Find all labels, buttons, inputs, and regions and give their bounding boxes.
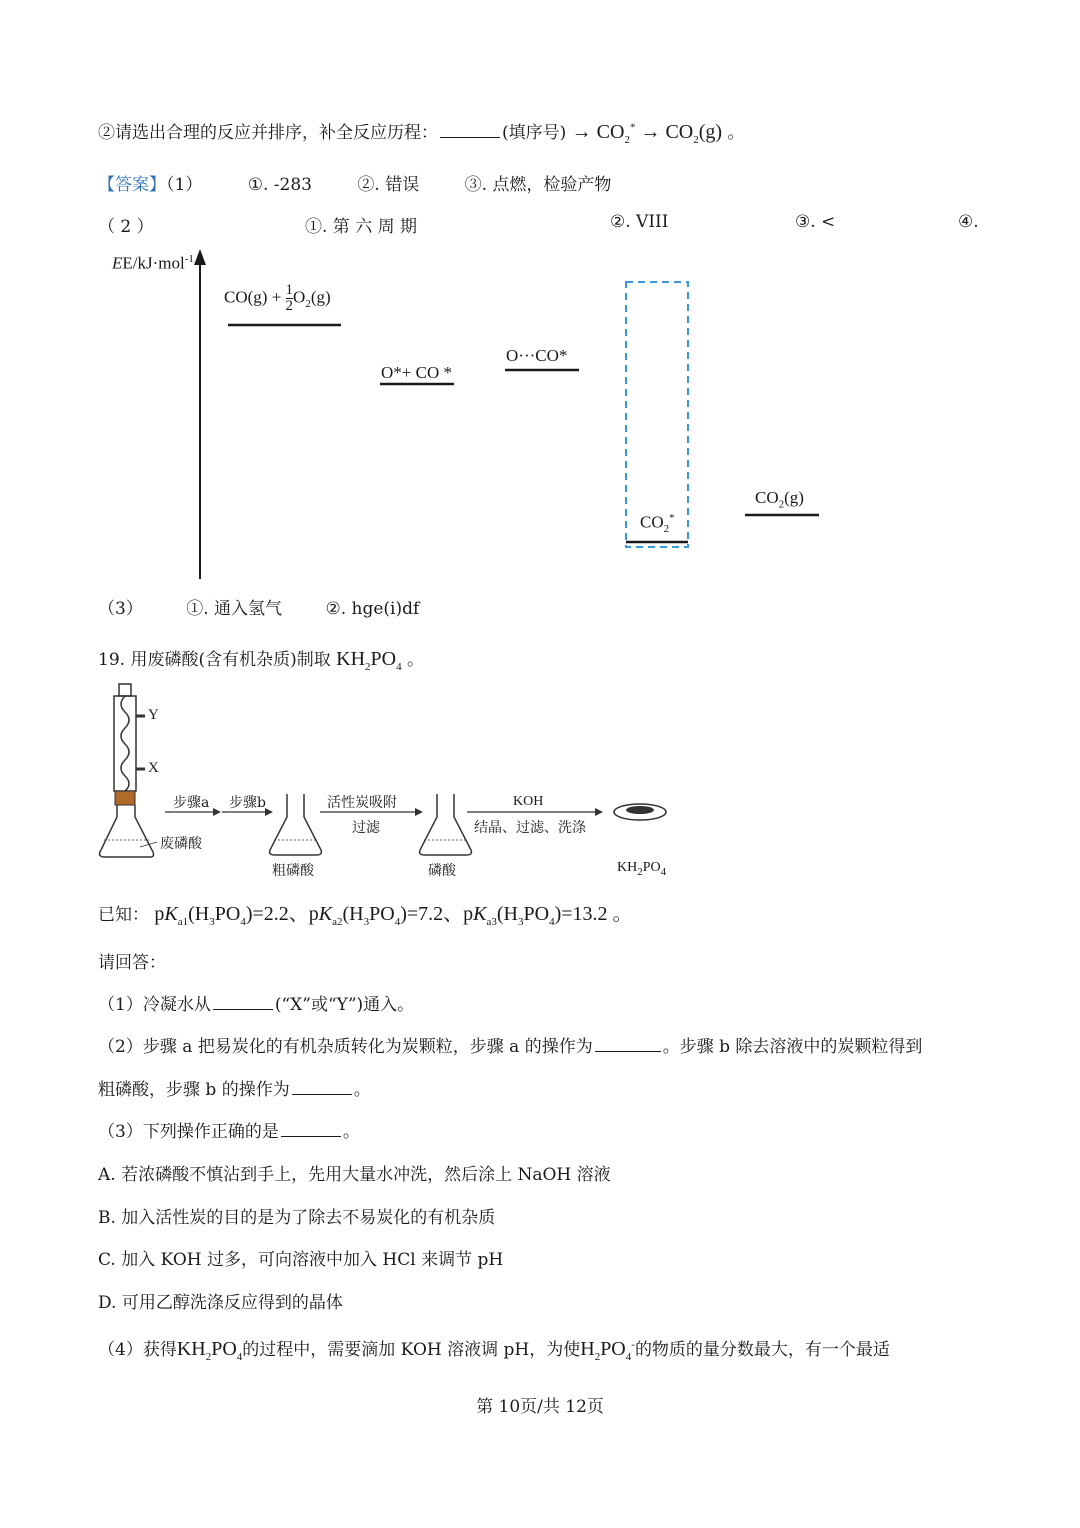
label-step-b: 步骤b [229,795,266,811]
label-flask-2: 粗磷酸 [272,863,314,879]
answer-2a: ①. 第 六 周 期 [305,217,418,237]
label-flask-1: 废磷酸 [160,836,202,852]
label-product: $KH_2PO_4$ [617,860,667,878]
condenser-coil [121,696,129,791]
label-step-d-top: KOH [513,794,544,809]
option-d: D. 可用乙醇洗涤反应得到的晶体 [98,1293,343,1313]
answer-line-1: 【答案】（1） ①. -283 ②. 错误 ③. 点燃，检验产物 [98,175,612,195]
sub-question-2: （2）步骤 a 把易炭化的有机杂质转化为炭颗粒，步骤 a 的操作为 。步骤 b 除去溶液中的炭颗粒得到 [98,1037,923,1057]
answer-2c: ③. < [795,212,836,232]
answer-2d: ④. [958,212,979,232]
flask-2 [270,794,322,855]
answer-line-3: （3） ①. 通入氢气 ②. hge(i)df [98,599,420,619]
label-co2-gas: $CO_2(g)$ [755,488,804,511]
dashed-box [626,282,688,547]
label-step-d-bottom: 结晶、过滤、洗涤 [474,820,586,836]
page-footer: 第 10页/共 12页 [476,1397,604,1417]
sub-question-3: （3）下列操作正确的是 。 [98,1122,360,1142]
please-answer: 请回答： [98,953,166,973]
label-adsorbed: O*+ CO * [381,363,452,382]
y-axis-label: EE/kJ·mol$^{-1}$ [112,253,194,273]
label-flask-3: 磷酸 [428,863,456,879]
flask-1 [100,805,154,857]
label-step-a: 步骤a [173,795,210,811]
flask-3 [420,794,472,855]
sub-question-1: （1）冷凝水从 (“X”或“Y”)通入。 [98,995,415,1015]
label-y: Y [148,707,159,723]
label-transition: O···CO* [506,346,568,365]
reaction-chain: → $CO_2^* \to CO_2(g)$ [571,121,723,146]
label-x: X [148,760,159,776]
label-co2-adsorbed: $CO_2^*$ [640,512,675,536]
option-b: B. 加入活性炭的目的是为了除去不易炭化的有机杂质 [98,1208,496,1228]
sub-question-4: （4）获得$KH_2PO_4$的过程中，需要滴加 KOH 溶液调 pH，为使$H_2PO_4^-$的物质的量分数最大，有一个最适 [98,1338,890,1363]
crystals [626,806,654,814]
option-c: C. 加入 KOH 过多，可向溶液中加入 HCl 来调节 pH [98,1250,504,1270]
energy-diagram [95,245,855,590]
option-a: A. 若浓磷酸不慎沾到手上，先用大量水冲洗，然后涂上 NaOH 溶液 [98,1165,611,1185]
q19-title: 19. 用废磷酸(含有机杂质)制取 $KH_2PO_4$ 。 [98,648,424,673]
label-step-c-top: 活性炭吸附 [327,795,397,811]
y-axis-arrow [194,249,206,265]
sub-question-2-cont: 粗磷酸，步骤 b 的操作为 。 [98,1080,371,1100]
label-step-c-bottom: 过滤 [352,820,380,836]
stopper [119,684,131,696]
label-reactants: CO(g) + $\frac{1}{2}$ $O_2(g)$ [224,282,331,314]
answer-blank [440,123,500,138]
joint [115,791,135,805]
known-pka-line: 已知： $pK_{a1}(H_3PO_4)=2.2$、$pK_{a2}(H_3PO_4)=7.2$、$pK_{a3}(H_3PO_4)=13.2$ 。 [98,903,633,928]
answer-2b: ②. VIII [610,212,669,232]
answer-line-2-num: （ 2 ） [98,217,154,237]
q18-part2-line: ②请选出合理的反应并排序，补全反应历程： (填序号) → $CO_2^* \to CO_2(g)$ 。 [98,121,745,146]
